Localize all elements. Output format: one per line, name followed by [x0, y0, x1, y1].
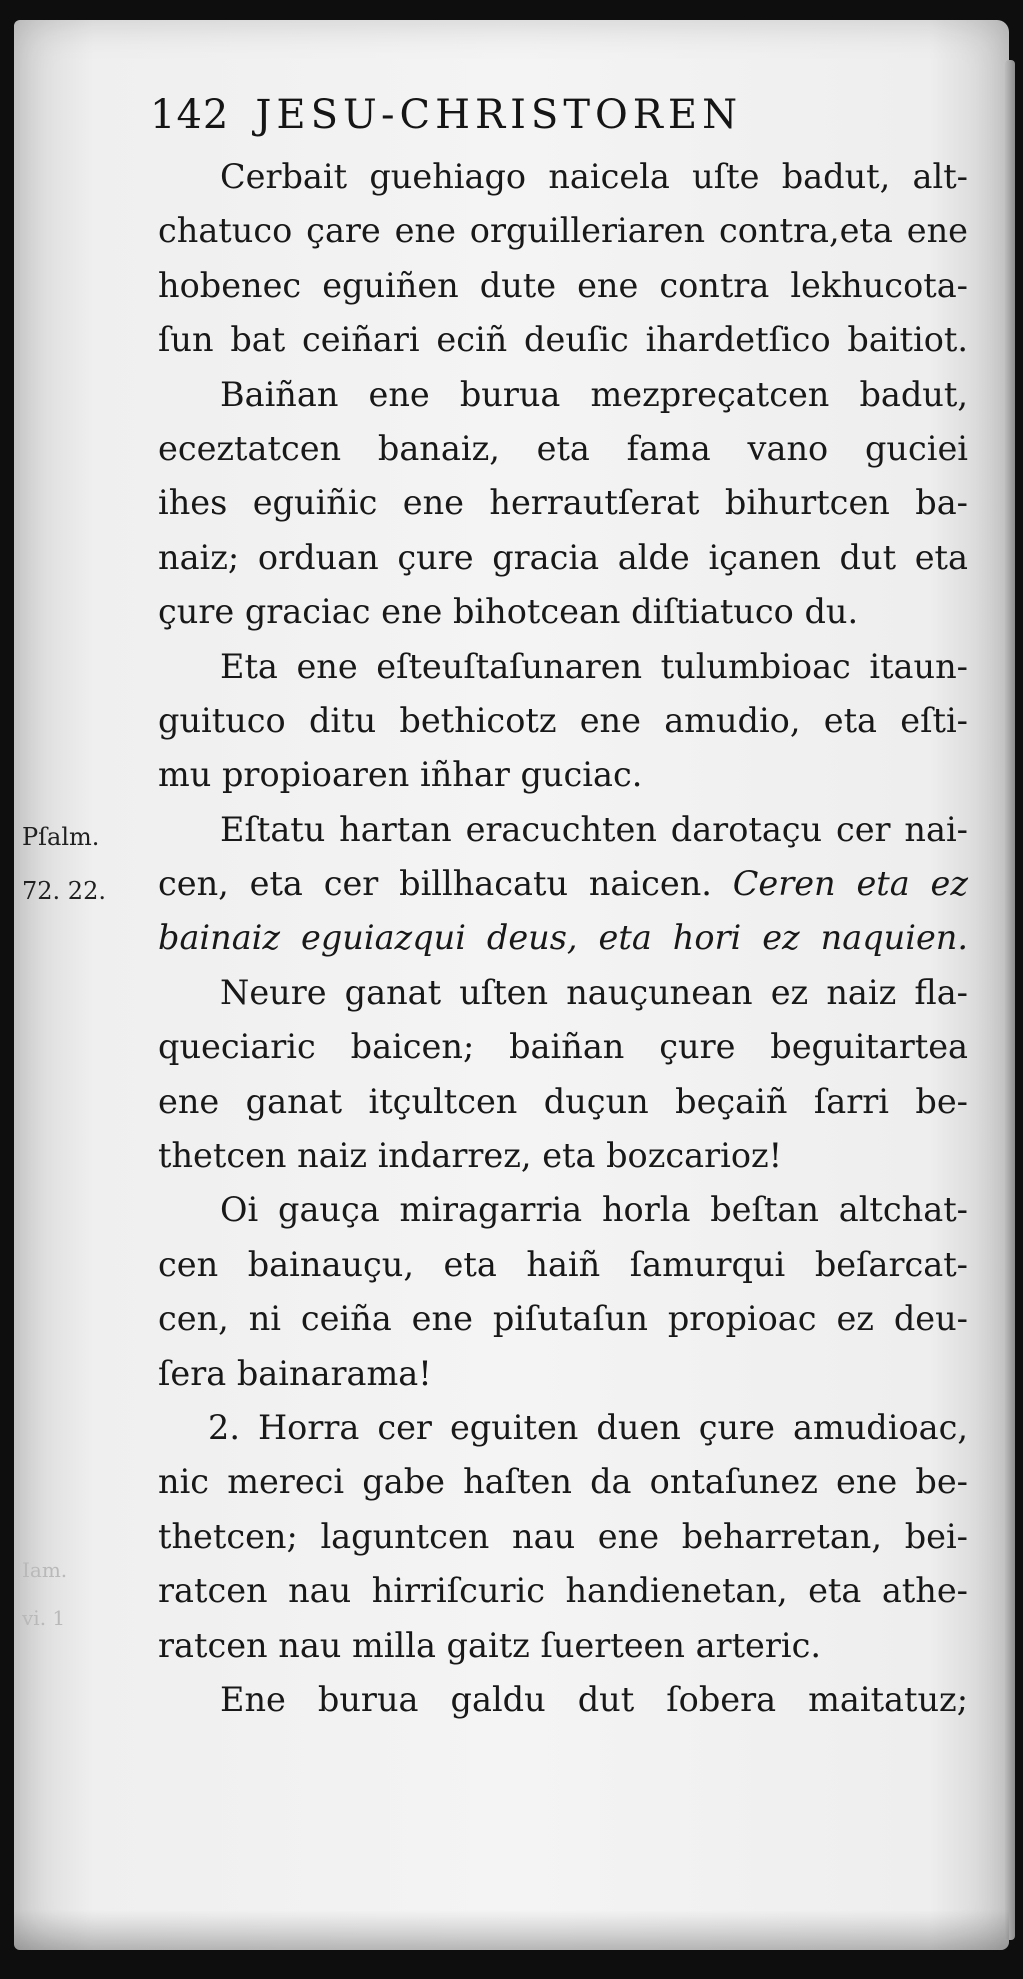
text-line: thetcen; laguntcen nau ene beharretan, bei- — [158, 1516, 968, 1556]
text-line: ratcen nau milla gaitz ſuerteen arteric. — [158, 1625, 822, 1665]
text-line: ſun bat ceiñari eciñ deuſic ihardetſico baitiot. — [158, 320, 968, 360]
page-shadow — [14, 1910, 1009, 1950]
text-line: Cerbait guehiago naicela uſte badut, alt- — [220, 157, 968, 196]
text-line: eceztatcen banaiz, eta fama vano guciei — [158, 428, 968, 468]
text-line: cen bainauçu, eta haiñ ſamurqui beſarcat- — [158, 1244, 968, 1284]
page-body-text — [158, 150, 968, 1727]
margin-reference-verse: 72. 22. — [22, 877, 106, 905]
scripture-quote-line: bainaiz eguiazqui deus, eta hori ez naquien. — [158, 918, 968, 958]
text-line: Ene burua galdu dut ſobera maitatuz; — [220, 1679, 968, 1719]
text-line: ratcen nau hirriſcuric handienetan, eta athe- — [158, 1571, 968, 1611]
text-line: ihes eguiñic ene herrautſerat bihurtcen ba- — [158, 483, 968, 523]
text-line: çure graciac ene bihotcean diſtiatuco du. — [158, 592, 859, 632]
text-line: cen, ni ceiña ene piſutaſun propioac ez deu- — [158, 1299, 968, 1339]
text-line: 2. Horra cer eguiten duen çure amudioac, — [208, 1407, 968, 1447]
text-line: mu propioaren iñhar guciac. — [158, 755, 643, 795]
page-number: 142 — [150, 92, 230, 138]
text-line: Baiñan ene burua mezpreçatcen badut, — [220, 374, 968, 414]
page-edge — [1005, 60, 1015, 1940]
text-line: Neure ganat uſten nauçunean ez naiz fla- — [220, 972, 968, 1012]
text-line: naiz; orduan çure gracia alde içanen dut eta — [158, 537, 968, 577]
text-line — [158, 857, 968, 911]
bleed-through-text: vi. 1 — [22, 1606, 66, 1630]
text-line: thetcen naiz indarrez, eta bozcarioz! — [158, 1136, 783, 1176]
text-line: Oi gauça miragarria horla beſtan altchat- — [220, 1190, 968, 1230]
text-line: Eſtatu hartan eracuchten darotaçu cer nai- — [220, 809, 968, 849]
running-title: JESU-CHRISTOREN — [255, 92, 743, 138]
running-header — [150, 92, 742, 138]
margin-reference-book: Pſalm. — [22, 823, 100, 851]
bleed-through-text: Iam. — [22, 1558, 68, 1582]
text-line: ene ganat itçultcen duçun beçaiñ ſarri be- — [158, 1081, 968, 1121]
text-span: cen, eta cer billhacatu naicen. — [158, 864, 712, 904]
scripture-quote: Ceren eta ez — [732, 864, 969, 904]
text-line: ſera bainarama! — [158, 1353, 432, 1393]
text-line: queciaric baicen; baiñan çure beguitartea — [158, 1027, 968, 1067]
text-line: hobenec eguiñen dute ene contra lekhucota- — [158, 265, 968, 305]
text-line: nic mereci gabe haſten da ontaſunez ene be- — [158, 1462, 968, 1502]
text-line: Eta ene eſteuſtaſunaren tulumbioac itaun- — [220, 646, 968, 686]
text-line: guituco ditu bethicotz ene amudio, eta eſti- — [158, 700, 968, 740]
text-line: chatuco çare ene orguilleriaren contra,eta ene — [158, 211, 968, 251]
